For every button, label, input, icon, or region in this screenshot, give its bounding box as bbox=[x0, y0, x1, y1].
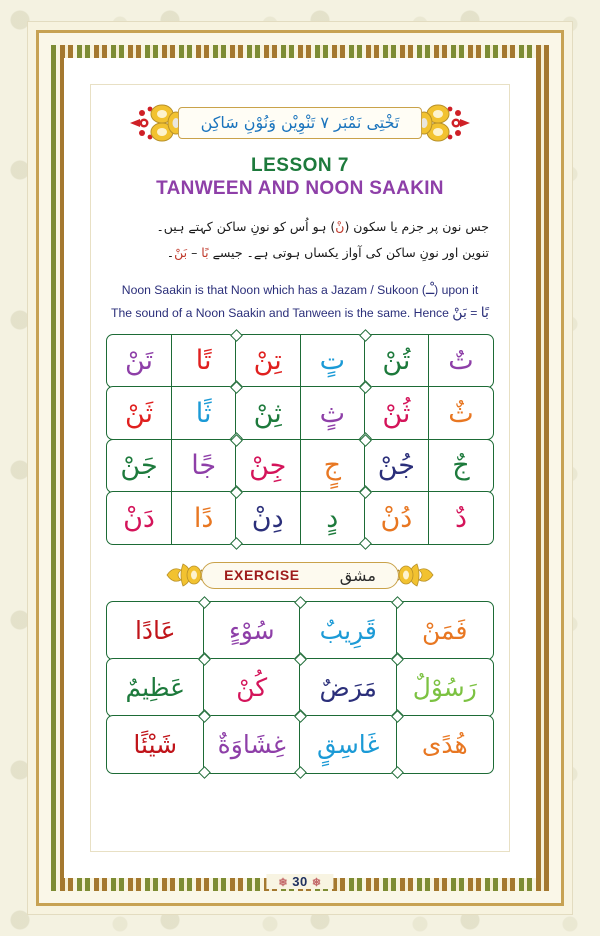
exercise-label-en: EXERCISE bbox=[224, 567, 300, 584]
exercise-word: سُوْءٍ bbox=[228, 615, 275, 645]
page-frame-braid bbox=[51, 45, 549, 891]
practice-pair-cell bbox=[106, 386, 236, 440]
page-number-value: 30 bbox=[292, 874, 308, 889]
practice-cell-tanween: جٌ bbox=[452, 450, 470, 482]
exercise-word: عَظِيمٌ bbox=[125, 672, 186, 702]
banner-ornament-left bbox=[128, 101, 184, 145]
exercise-grid bbox=[107, 601, 493, 773]
practice-cell-tanween: دٍ bbox=[326, 502, 339, 534]
exercise-word-cell bbox=[106, 715, 204, 774]
book-page bbox=[28, 22, 572, 914]
page-content bbox=[91, 85, 509, 851]
practice-cell-tanween: تٍ bbox=[319, 345, 346, 377]
exercise-word-cell bbox=[106, 658, 204, 717]
practice-cell-noon-saakin: جُنْ bbox=[365, 440, 430, 492]
english-example-tanween: بًا bbox=[480, 304, 489, 321]
urdu-line1-part2: ) ہو اُس کو نونِ ساکن کہتے ہیں۔ bbox=[156, 219, 336, 234]
urdu-example-noon-saakin: بَنْ bbox=[174, 245, 188, 261]
urdu-line-1 bbox=[105, 214, 489, 240]
practice-pair-cell bbox=[235, 439, 365, 493]
practice-cell-noon-saakin: دَنْ bbox=[107, 492, 172, 544]
exercise-banner bbox=[105, 558, 495, 592]
practice-pair-cell bbox=[106, 491, 236, 545]
banner-ornament-right bbox=[416, 101, 472, 145]
urdu-example-dash: – bbox=[191, 245, 198, 261]
exercise-word-cell bbox=[299, 715, 397, 774]
english-line1-part2: ) upon it bbox=[434, 282, 479, 297]
page-number bbox=[266, 874, 333, 889]
practice-cell-tanween: دًا bbox=[193, 502, 214, 534]
practice-cell-noon-saakin: ثُنْ bbox=[365, 387, 430, 439]
practice-cell-tanween: ثٍ bbox=[319, 397, 346, 429]
exercise-word: غِشَاوَةٌ bbox=[217, 730, 286, 760]
practice-cell-noon-saakin: جِنْ bbox=[236, 440, 301, 492]
exercise-word-cell bbox=[396, 715, 494, 774]
practice-cell-tanween: ثٌ bbox=[448, 397, 474, 429]
practice-cell-tanween: تًا bbox=[195, 345, 212, 377]
page-content-area bbox=[90, 84, 510, 852]
practice-cell-noon-saakin: تَنْ bbox=[107, 335, 172, 387]
practice-pair-cell bbox=[235, 491, 365, 545]
english-example-noon-saakin: بَنْ bbox=[452, 304, 467, 321]
lesson-title: TANWEEN AND NOON SAAKIN bbox=[156, 178, 444, 199]
exercise-word: هُدًى bbox=[421, 730, 468, 760]
english-line-2 bbox=[105, 302, 495, 325]
exercise-word: كُنْ bbox=[236, 672, 268, 702]
practice-cell-tanween: جٍ bbox=[323, 450, 342, 482]
lesson-number: LESSON 7 bbox=[251, 155, 349, 176]
exercise-word: مَرَضٌ bbox=[319, 672, 377, 702]
practice-pair-cell bbox=[235, 334, 365, 388]
exercise-word-cell bbox=[396, 601, 494, 660]
practice-grid bbox=[107, 335, 493, 545]
header-banner bbox=[105, 99, 495, 147]
exercise-word-cell bbox=[299, 601, 397, 660]
urdu-line1-part1: جس نون پر جزم یا سکون ( bbox=[344, 219, 489, 234]
exercise-word: رَسُوْلٌ bbox=[412, 672, 477, 702]
english-explanation bbox=[105, 279, 495, 325]
exercise-word-cell bbox=[203, 601, 301, 660]
practice-pair-cell bbox=[364, 334, 494, 388]
english-example-equals: = bbox=[470, 305, 478, 320]
practice-cell-tanween: تٌ bbox=[448, 345, 474, 377]
page-number-leaf-right: ❄ bbox=[311, 877, 322, 889]
page-number-leaf-left: ❄ bbox=[278, 877, 289, 889]
urdu-line2-end: ۔ bbox=[166, 245, 175, 261]
exercise-label-ar: مشق bbox=[339, 565, 376, 585]
practice-pair-cell bbox=[364, 491, 494, 545]
banner-urdu-title: تَخْتِی نَمْبَر ۷ تَنْوِیْن وَنُوْنِ سَاکِن bbox=[200, 113, 400, 132]
practice-cell-noon-saakin: ثِنْ bbox=[236, 387, 301, 439]
exercise-word-cell bbox=[106, 601, 204, 660]
exercise-word-cell bbox=[396, 658, 494, 717]
practice-cell-noon-saakin: دُنْ bbox=[365, 492, 430, 544]
practice-cell-noon-saakin: ثَنْ bbox=[107, 387, 172, 439]
practice-cell-tanween: دٌ bbox=[454, 502, 467, 534]
practice-pair-cell bbox=[364, 439, 494, 493]
exercise-word: قَرِيبٌ bbox=[319, 615, 377, 645]
practice-cell-noon-saakin: جَنْ bbox=[107, 440, 172, 492]
exercise-word: غَاسِقٍ bbox=[317, 730, 380, 760]
urdu-line-2 bbox=[105, 240, 489, 266]
practice-pair-cell bbox=[364, 386, 494, 440]
english-line-1 bbox=[105, 279, 495, 302]
practice-pair-cell bbox=[106, 439, 236, 493]
urdu-explanation bbox=[105, 210, 495, 269]
urdu-line1-sukoon-mark: نْ bbox=[335, 219, 345, 234]
page-frame-outer bbox=[36, 30, 564, 906]
practice-cell-tanween: ثًا bbox=[195, 397, 212, 429]
exercise-word: عَادًا bbox=[134, 615, 176, 645]
urdu-example-tanween: بًا bbox=[201, 245, 209, 261]
practice-cell-noon-saakin: تُنْ bbox=[365, 335, 430, 387]
exercise-label-box bbox=[201, 562, 399, 589]
exercise-word-cell bbox=[203, 715, 301, 774]
exercise-word: فَمَنْ bbox=[422, 615, 468, 645]
english-sukoon-mark: ـْـ bbox=[425, 281, 435, 298]
exercise-word-cell bbox=[203, 658, 301, 717]
english-line1-part1: Noon Saakin is that Noon which has a Jazam / Sukoon ( bbox=[121, 282, 426, 297]
exercise-word-cell bbox=[299, 658, 397, 717]
practice-cell-noon-saakin: دِنْ bbox=[236, 492, 301, 544]
urdu-line2-part1: تنوین اور نونِ ساکن کی آواز یکساں ہوتی ہے۔ جیسے bbox=[212, 245, 489, 261]
practice-pair-cell bbox=[106, 334, 236, 388]
english-line2-part1: The sound of a Noon Saakin and Tanween is the same. Hence bbox=[111, 305, 449, 320]
practice-cell-noon-saakin: تِنْ bbox=[236, 335, 301, 387]
practice-pair-cell bbox=[235, 386, 365, 440]
exercise-word: شَيْئًا bbox=[133, 730, 178, 760]
practice-cell-tanween: جًا bbox=[191, 450, 217, 482]
banner-title-box bbox=[178, 107, 422, 139]
